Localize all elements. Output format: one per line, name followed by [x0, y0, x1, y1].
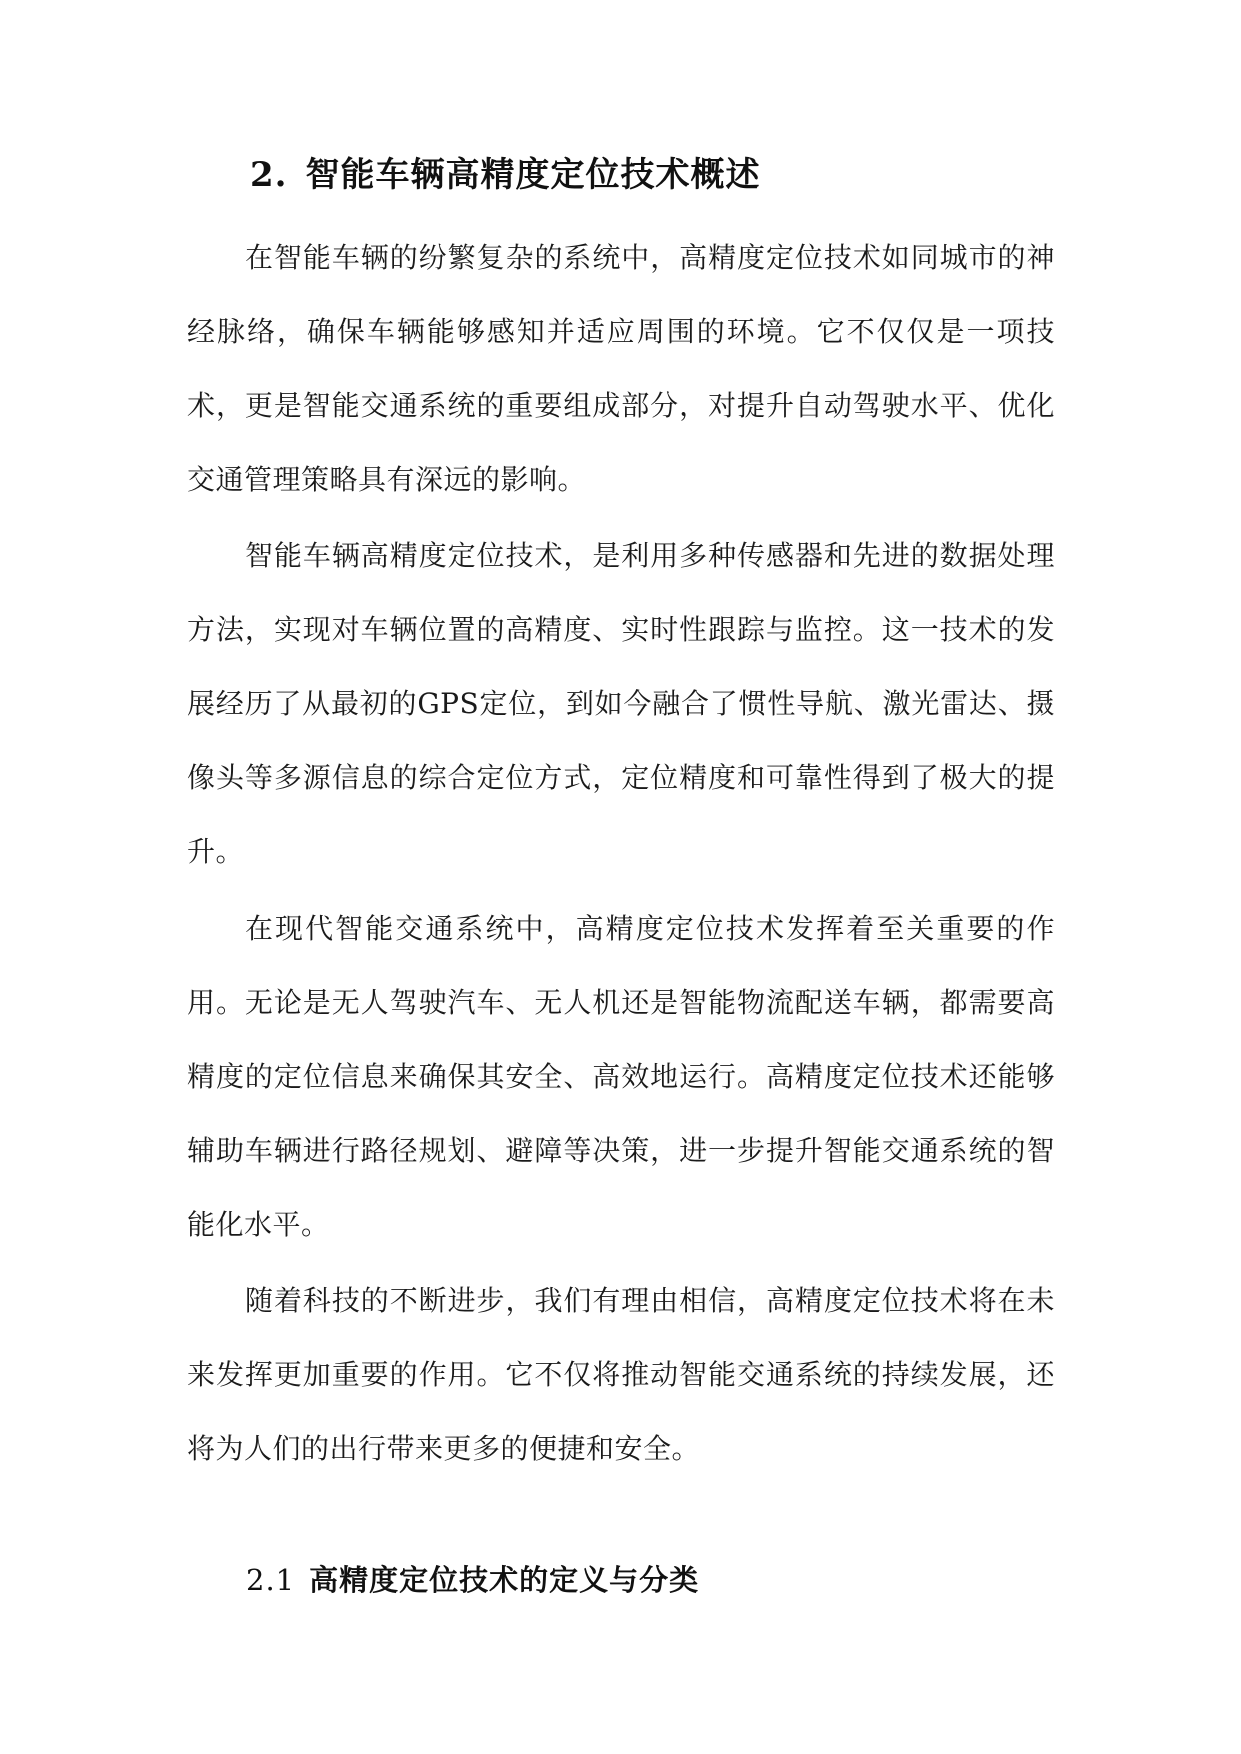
paragraph-2: 智能车辆高精度定位技术，是利用多种传感器和先进的数据处理方法，实现对车辆位置的高精度、实时性跟踪与监控。这一技术的发展经历了从最初的GPS定位，到如今融合了惯性导航、激光雷达、摄像头等多源信息的综合定位方式，定位精度和可靠性得到了极大的提升。 — [187, 539, 1055, 868]
paragraph-3: 在现代智能交通系统中，高精度定位技术发挥着至关重要的作用。无论是无人驾驶汽车、无人机还是智能物流配送车辆，都需要高精度的定位信息来确保其安全、高效地运行。高精度定位技术还能够辅助车辆进行路径规划、避障等决策，进一步提升智能交通系统的智能化水平。 — [187, 912, 1055, 1241]
section-heading — [250, 150, 761, 200]
paragraph-4: 随着科技的不断进步，我们有理由相信，高精度定位技术将在未来发挥更加重要的作用。它不仅将推动智能交通系统的持续发展，还将为人们的出行带来更多的便捷和安全。 — [187, 1284, 1055, 1465]
subsection-title: 高精度定位技术的定义与分类 — [309, 1563, 700, 1597]
subsection-number: 2.1 — [246, 1563, 296, 1597]
section-title: 智能车辆高精度定位技术概述 — [305, 155, 761, 195]
subsection-heading — [246, 1558, 699, 1602]
paragraph-1: 在智能车辆的纷繁复杂的系统中，高精度定位技术如同城市的神经脉络，确保车辆能够感知并适应周围的环境。它不仅仅是一项技术，更是智能交通系统的重要组成部分，对提升自动驾驶水平、优化交通管理策略具有深远的影响。 — [187, 241, 1055, 496]
section-number: 2. — [250, 155, 288, 195]
